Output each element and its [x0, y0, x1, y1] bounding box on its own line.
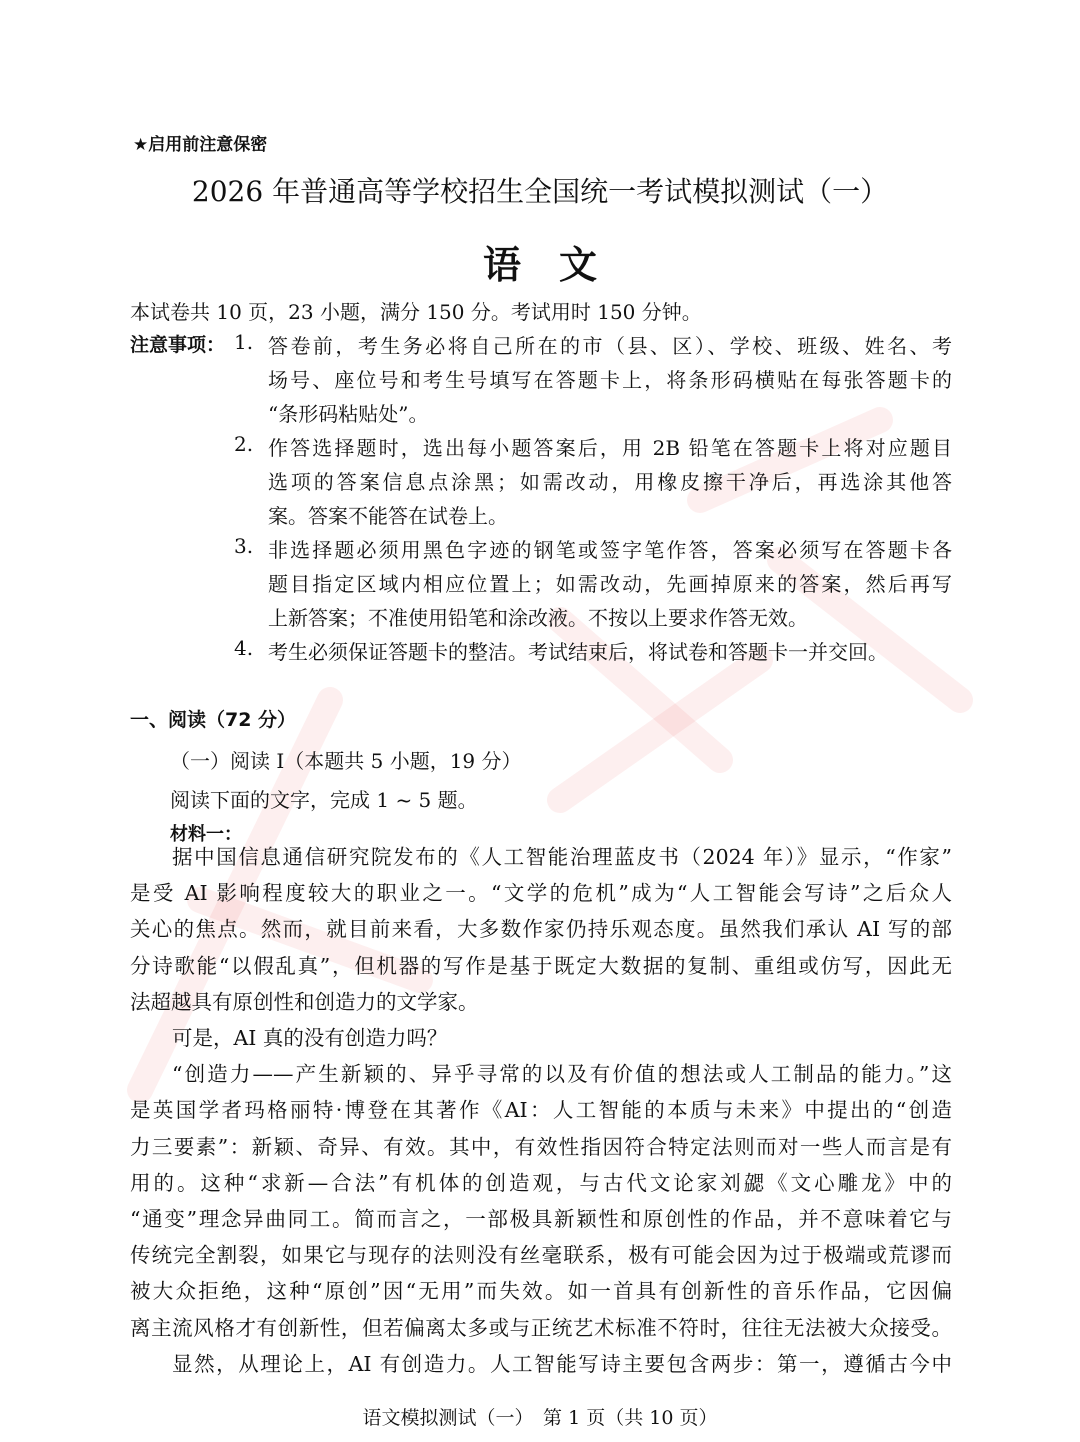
passage-line: 关心的焦点。然而，就目前来看，大多数作家仍持乐观态度。虽然我们承认 AI 写的部 — [130, 917, 952, 942]
passage-line: 用的。这种“求新—合法”有机体的创造观，与古代文论家刘勰《文心雕龙》中的 — [130, 1170, 952, 1195]
passage-line: 是受 AI 影响程度较大的职业之一。“文学的危机”成为“人工智能会写诗”之后众人 — [130, 881, 952, 906]
subsection-title: （一）阅读 I（本题共 5 小题，19 分） — [170, 749, 522, 773]
passage-line: 传统完全割裂，如果它与现存的法则没有丝毫联系，极有可能会因为过于极端或荒谬而 — [130, 1243, 952, 1268]
passage-line: “创造力——产生新颖的、异乎寻常的以及有价值的想法或人工制品的能力。”这 — [172, 1062, 952, 1087]
notice-item-line: 案。答案不能答在试卷上。 — [268, 504, 508, 528]
page-footer: 语文模拟测试（一） 第 1 页（共 10 页） — [362, 1407, 718, 1429]
passage-line: 被大众拒绝，这种“原创”因“无用”而失效。如一首具有创新性的音乐作品，它因偏 — [130, 1279, 952, 1304]
material-label: 材料一： — [170, 824, 242, 845]
notice-item-line: “条形码粘贴处”。 — [268, 402, 429, 426]
exam-title: 2026 年普通高等学校招生全国统一考试模拟测试（一） — [191, 175, 889, 208]
notice-item-number: 4. — [234, 636, 254, 660]
subject-title: 语 文 — [482, 243, 597, 287]
passage-line: “通变”理念异曲同工。简而言之，一部极具新颖性和原创性的作品，并不意味着它与 — [130, 1207, 952, 1231]
instruction: 阅读下面的文字，完成 1 ~ 5 题。 — [170, 788, 478, 812]
confidential-label: ★启用前注意保密 — [133, 135, 268, 155]
passage-line: 是英国学者玛格丽特·博登在其著作《AI：人工智能的本质与未来》中提出的“创造 — [130, 1098, 952, 1123]
notice-item-line: 非选择题必须用黑色字迹的钢笔或签字笔作答，答案必须写在答题卡各 — [268, 538, 952, 562]
notice-item-line: 答卷前，考生务必将自己所在的市（县、区）、学校、班级、姓名、考 — [268, 334, 952, 358]
passage-line: 法超越具有原创性和创造力的文学家。 — [130, 989, 479, 1014]
passage-line: 显然，从理论上，AI 有创造力。人工智能写诗主要包含两步：第一，遵循古今中 — [172, 1351, 952, 1376]
notice-item-line: 选项的答案信息点涂黑；如需改动，用橡皮擦干净后，再选涂其他答 — [268, 470, 952, 494]
exam-summary: 本试卷共 10 页，23 小题，满分 150 分。考试用时 150 分钟。 — [130, 300, 702, 324]
passage-line: 离主流风格才有创新性，但若偏离太多或与正统艺术标准不符时，往往无法被大众接受。 — [130, 1315, 952, 1340]
notice-item-number: 2. — [234, 432, 254, 456]
section-title: 一、阅读（72 分） — [130, 709, 297, 731]
notice-item-line: 题目指定区域内相应位置上；如需改动，先画掉原来的答案，然后再写 — [268, 572, 952, 596]
notice-item-line: 场号、座位号和考生号填写在答题卡上，将条形码横贴在每张答题卡的 — [268, 368, 952, 392]
notice-item-number: 3. — [234, 534, 254, 558]
passage-line: 分诗歌能“以假乱真”，但机器的写作是基于既定大数据的复制、重组或仿写，因此无 — [130, 953, 952, 978]
notice-item-line: 上新答案；不准使用铅笔和涂改液。不按以上要求作答无效。 — [268, 606, 808, 630]
passage-line: 力三要素”：新颖、奇异、有效。其中，有效性指因符合特定法则而对一些人而言是有 — [130, 1134, 952, 1159]
passage-line: 据中国信息通信研究院发布的《人工智能治理蓝皮书（2024 年）》显示，“作家” — [172, 845, 952, 869]
passage-line: 可是，AI 真的没有创造力吗？ — [172, 1026, 448, 1050]
notice-item-line: 考生必须保证答题卡的整洁。考试结束后，将试卷和答题卡一并交回。 — [268, 640, 888, 664]
notice-item-number: 1. — [234, 330, 254, 354]
notice-label: 注意事项： — [130, 334, 226, 356]
notice-item-line: 作答选择题时，选出每小题答案后，用 2B 铅笔在答题卡上将对应题目 — [268, 436, 952, 460]
